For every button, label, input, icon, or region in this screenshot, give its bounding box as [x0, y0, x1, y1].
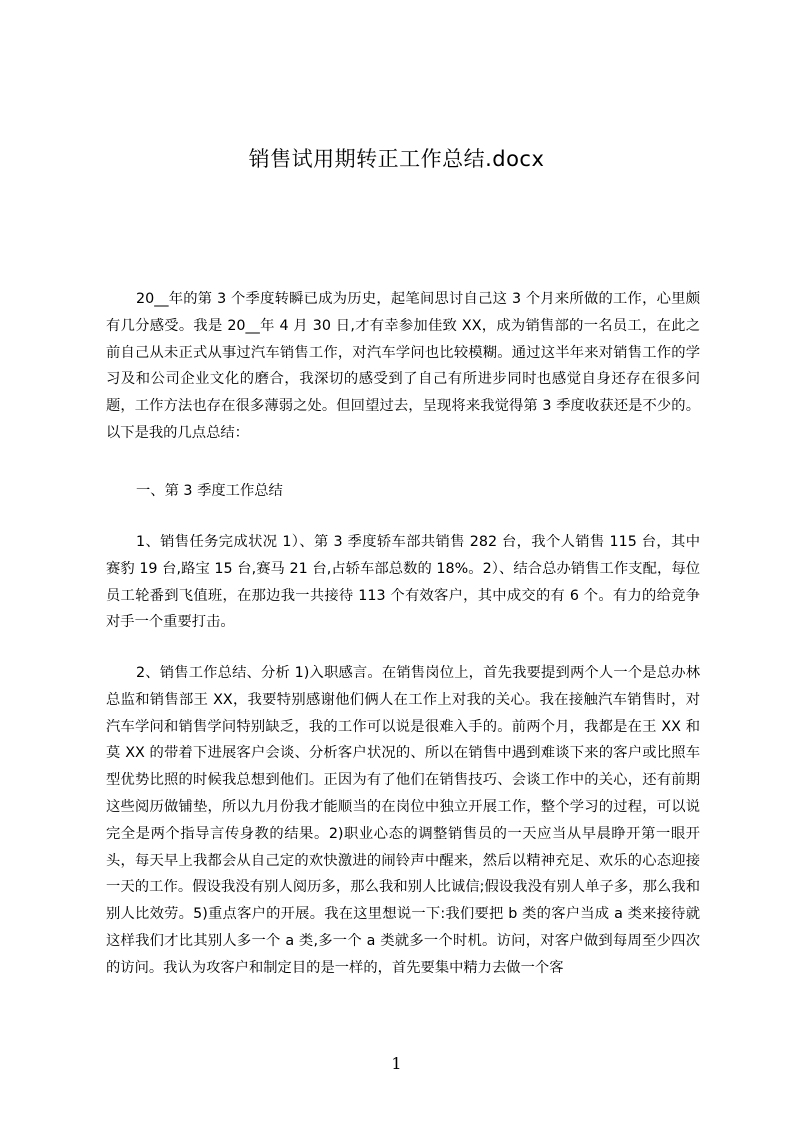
item2-paragraph-block	[106, 660, 700, 982]
item1-paragraph-block	[106, 529, 700, 636]
page-number: 1	[391, 1054, 402, 1073]
document-title: 销售试用期转正工作总结.docx	[248, 147, 545, 171]
item2-paragraph: 2、销售工作总结、分析 1)入职感言。在销售岗位上，首先我要提到两个人一个是总办林总监和销售部王 XX，我要特别感谢他们俩人在工作上对我的关心。我在接触汽车销售时，对汽车学问和销售学问特别缺乏，我的工作可以说是很难入手的。前两个月，我都是在王 XX 和莫 XX 的带着下进展客户会谈、分析客户状况的、所以在销售中遇到难谈下来的客户或比照车型优势比照的时候我总想到他们。正因为有了他们在销售技巧、会谈工作中的关心，还有前期这些阅历做铺垫，所以九月份我才能顺当的在岗位中独立开展工作，整个学习的过程，可以说完全是两个指导言传身教的结果。2)职业心态的调整销售员的一天应当从早晨睁开第一眼开头，每天早上我都会从自己定的欢快激进的闹铃声中醒来，然后以精神充足、欢乐的心态迎接一天的工作。假设我没有别人阅历多，那么我和别人比诚信;假设我没有别人单子多，那么我和别人比效劳。5)重点客户的开展。我在这里想说一下:我们要把 b 类的客户当成 a 类来接待就这样我们才比其别人多一个 a 类,多一个 a 类就多一个时机。访问，对客户做到每周至少四次的访问。我认为攻客户和制定目的是一样的，首先要集中精力去做一个客	[106, 665, 700, 976]
item1-paragraph: 1、销售任务完成状况 1）、第 3 季度轿车部共销售 282 台，我个人销售 115 台，其中赛豹 19 台,路宝 15 台,赛马 21 台,占轿车部总数的 18%。2）、结合总办销售工作支配，每位员工轮番到飞值班，在那边我一共接待 113 个有效客户，其中成交的有 6 个。有力的给竞争对手一个重要打击。	[106, 534, 700, 631]
intro-paragraph: 20__年的第 3 个季度转瞬已成为历史，起笔间思讨自己这 3 个月来所做的工作，心里颇有几分感受。我是 20__年 4 月 30 日,才有幸参加佳致 XX，成为销售部的一名员工，在此之前自己从未正式从事过汽车销售工作，对汽车学问也比较模糊。通过这半年来对销售工作的学习及和公司企业文化的磨合，我深切的感受到了自己有所进步同时也感觉自身还存在很多问题，工作方法也存在很多薄弱之处。但回望过去，呈现将来我觉得第 3 季度收获还是不少的。以下是我的几点总结：	[106, 291, 700, 441]
section-heading: 一、第 3 季度工作总结	[136, 483, 283, 499]
intro-paragraph-block	[106, 286, 700, 447]
